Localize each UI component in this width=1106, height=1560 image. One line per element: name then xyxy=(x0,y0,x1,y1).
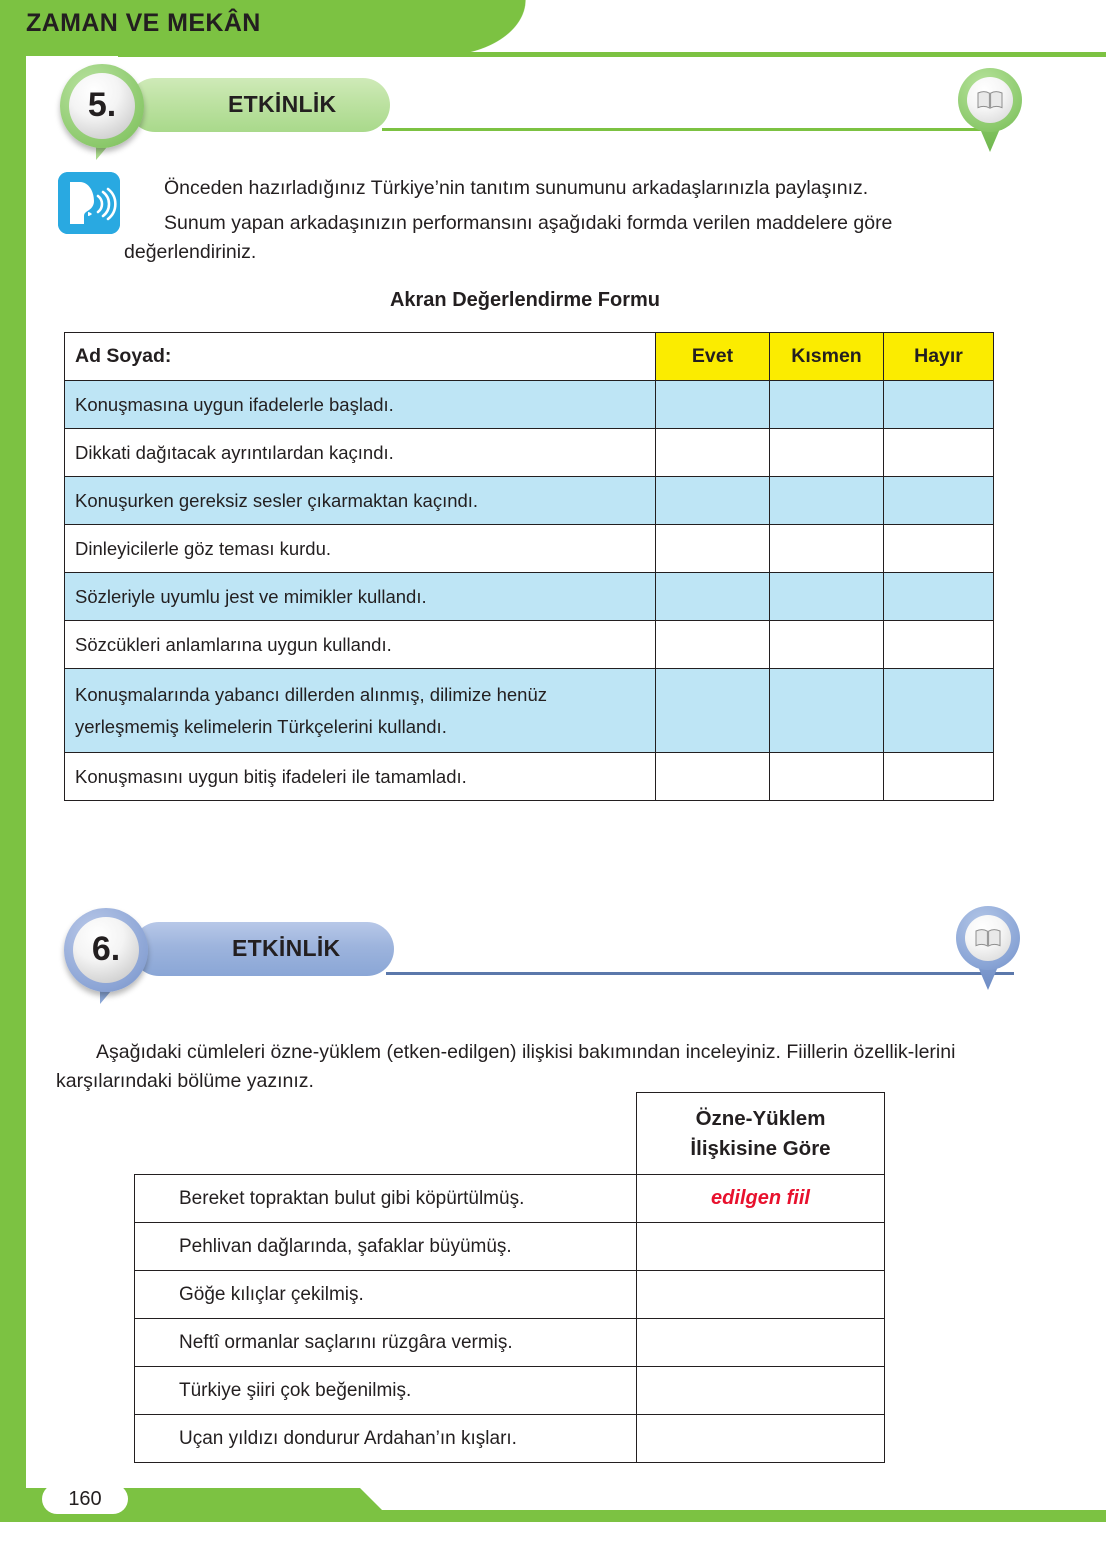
header-ozne-yuklem xyxy=(637,1093,885,1175)
table-row xyxy=(65,381,994,429)
criterion-text: Sözcükleri anlamlarına uygun kullandı. xyxy=(65,621,656,669)
checkbox-cell-hayir[interactable] xyxy=(884,753,994,801)
answer-field[interactable]: edilgen fiil xyxy=(637,1175,885,1223)
checkbox-cell-kismen[interactable] xyxy=(770,429,884,477)
checkbox-cell-kismen[interactable] xyxy=(770,621,884,669)
table-header-row xyxy=(135,1093,885,1175)
header-line-2: İlişkisine Göre xyxy=(690,1136,831,1160)
form-title: Akran Değerlendirme Formu xyxy=(389,289,661,311)
header-ad-soyad: Ad Soyad: xyxy=(65,333,656,381)
checkbox-cell-hayir[interactable] xyxy=(884,669,994,753)
header-hayir: Hayır xyxy=(884,333,994,381)
book-pin-icon xyxy=(956,906,1020,990)
open-book-icon xyxy=(975,928,1001,948)
activity-6-instruction: Aşağıdaki cümleleri özne-yüklem (etken-edilgen) ilişkisi bakımından inceleyiniz. Fiillerin özellik-lerini karşılarındaki bölüme yazınız. xyxy=(56,1041,956,1093)
checkbox-cell-evet[interactable] xyxy=(656,429,770,477)
table-row xyxy=(65,525,994,573)
sentence-text: Göğe kılıçlar çekilmiş. xyxy=(135,1271,637,1319)
activity-5-header xyxy=(52,62,952,148)
answer-field[interactable] xyxy=(637,1367,885,1415)
activity-6-rule xyxy=(386,972,1014,975)
checkbox-cell-hayir[interactable] xyxy=(884,477,994,525)
activity-6-badge-inner xyxy=(73,917,139,983)
activity-5-paragraph-2: Sunum yapan arkadaşınızın performansını aşağıdaki formda verilen maddelere göre değerlendiriniz. xyxy=(124,212,893,264)
criterion-text: Sözleriyle uyumlu jest ve mimikler kullandı. xyxy=(65,573,656,621)
table-row xyxy=(135,1367,885,1415)
checkbox-cell-evet[interactable] xyxy=(656,753,770,801)
sentence-text: Bereket topraktan bulut gibi köpürtülmüş. xyxy=(135,1175,637,1223)
header-evet: Evet xyxy=(656,333,770,381)
sentence-text: Neftî ormanlar saçlarını rüzgâra vermiş. xyxy=(135,1319,637,1367)
criterion-text: Konuşmalarında yabancı dillerden alınmış, dilimize henüz yerleşmemiş kelimelerin Türkçelerini kullandı. xyxy=(65,669,656,753)
checkbox-cell-evet[interactable] xyxy=(656,669,770,753)
checkbox-cell-kismen[interactable] xyxy=(770,669,884,753)
checkbox-cell-hayir[interactable] xyxy=(884,525,994,573)
header-line-1: Özne-Yüklem xyxy=(695,1106,826,1130)
answer-field[interactable] xyxy=(637,1319,885,1367)
activity-5-badge xyxy=(60,64,144,148)
criterion-text: Konuşmasını uygun bitiş ifadeleri ile tamamladı. xyxy=(65,753,656,801)
checkbox-cell-hayir[interactable] xyxy=(884,621,994,669)
activity-6-label: ETKİNLİK xyxy=(232,935,341,961)
header-kismen: Kısmen xyxy=(770,333,884,381)
table-row xyxy=(135,1271,885,1319)
checkbox-cell-evet[interactable] xyxy=(656,525,770,573)
open-book-icon xyxy=(977,90,1003,110)
activity-6-number: 6. xyxy=(91,930,121,968)
activity-5-number: 5. xyxy=(87,86,117,124)
empty-corner-cell xyxy=(135,1093,637,1175)
table-row xyxy=(65,753,994,801)
answer-field[interactable] xyxy=(637,1415,885,1463)
peer-evaluation-rows xyxy=(65,381,994,801)
answer-field[interactable] xyxy=(637,1271,885,1319)
speaking-head-glyph xyxy=(58,172,120,234)
table-row xyxy=(135,1175,885,1223)
criterion-text: Dinleyicilerle göz teması kurdu. xyxy=(65,525,656,573)
criterion-text: Dikkati dağıtacak ayrıntılardan kaçındı. xyxy=(65,429,656,477)
activity-6-badge xyxy=(64,908,148,992)
answer-field[interactable] xyxy=(637,1223,885,1271)
checkbox-cell-evet[interactable] xyxy=(656,573,770,621)
table-row xyxy=(65,669,994,753)
activity-5-rule xyxy=(382,128,994,131)
sentence-text: Uçan yıldızı dondurur Ardahan’ın kışları. xyxy=(135,1415,637,1463)
pin-disc xyxy=(965,915,1011,961)
checkbox-cell-hayir[interactable] xyxy=(884,573,994,621)
unit-title: ZAMAN VE MEKÂN xyxy=(26,9,261,37)
checkbox-cell-kismen[interactable] xyxy=(770,477,884,525)
table-row xyxy=(65,429,994,477)
table-row xyxy=(135,1319,885,1367)
activity-5-badge-inner xyxy=(69,73,135,139)
subject-predicate-table xyxy=(134,1092,885,1463)
peer-evaluation-table xyxy=(64,332,994,801)
speaking-head-icon xyxy=(58,172,120,234)
sentence-text: Türkiye şiiri çok beğenilmiş. xyxy=(135,1367,637,1415)
unit-banner-rule xyxy=(118,52,1106,57)
criterion-text: Konuşmasına uygun ifadelerle başladı. xyxy=(65,381,656,429)
subject-predicate-table-wrap xyxy=(134,1092,884,1463)
pin-disc xyxy=(967,77,1013,123)
table-row xyxy=(65,477,994,525)
checkbox-cell-hayir[interactable] xyxy=(884,381,994,429)
checkbox-cell-kismen[interactable] xyxy=(770,381,884,429)
table-row xyxy=(135,1223,885,1271)
checkbox-cell-kismen[interactable] xyxy=(770,525,884,573)
activity-6-header xyxy=(56,906,956,992)
sentence-text: Pehlivan dağlarında, şafaklar büyümüş. xyxy=(135,1223,637,1271)
table-row xyxy=(65,573,994,621)
book-pin-icon xyxy=(958,68,1022,152)
table-row xyxy=(135,1415,885,1463)
page-number: 160 xyxy=(42,1484,128,1514)
checkbox-cell-kismen[interactable] xyxy=(770,573,884,621)
checkbox-cell-hayir[interactable] xyxy=(884,429,994,477)
activity-5-label: ETKİNLİK xyxy=(228,91,337,117)
unit-banner-curve xyxy=(440,0,526,56)
checkbox-cell-evet[interactable] xyxy=(656,381,770,429)
checkbox-cell-evet[interactable] xyxy=(656,477,770,525)
page-frame-left-stripe xyxy=(0,0,26,1522)
activity-5-paragraph-1: Önceden hazırladığınız Türkiye’nin tanıtım sunumunu arkadaşlarınızla paylaşınız. xyxy=(164,177,869,199)
checkbox-cell-kismen[interactable] xyxy=(770,753,884,801)
checkbox-cell-evet[interactable] xyxy=(656,621,770,669)
table-row xyxy=(65,621,994,669)
criterion-text: Konuşurken gereksiz sesler çıkarmaktan kaçındı. xyxy=(65,477,656,525)
table-header-row xyxy=(65,333,994,381)
